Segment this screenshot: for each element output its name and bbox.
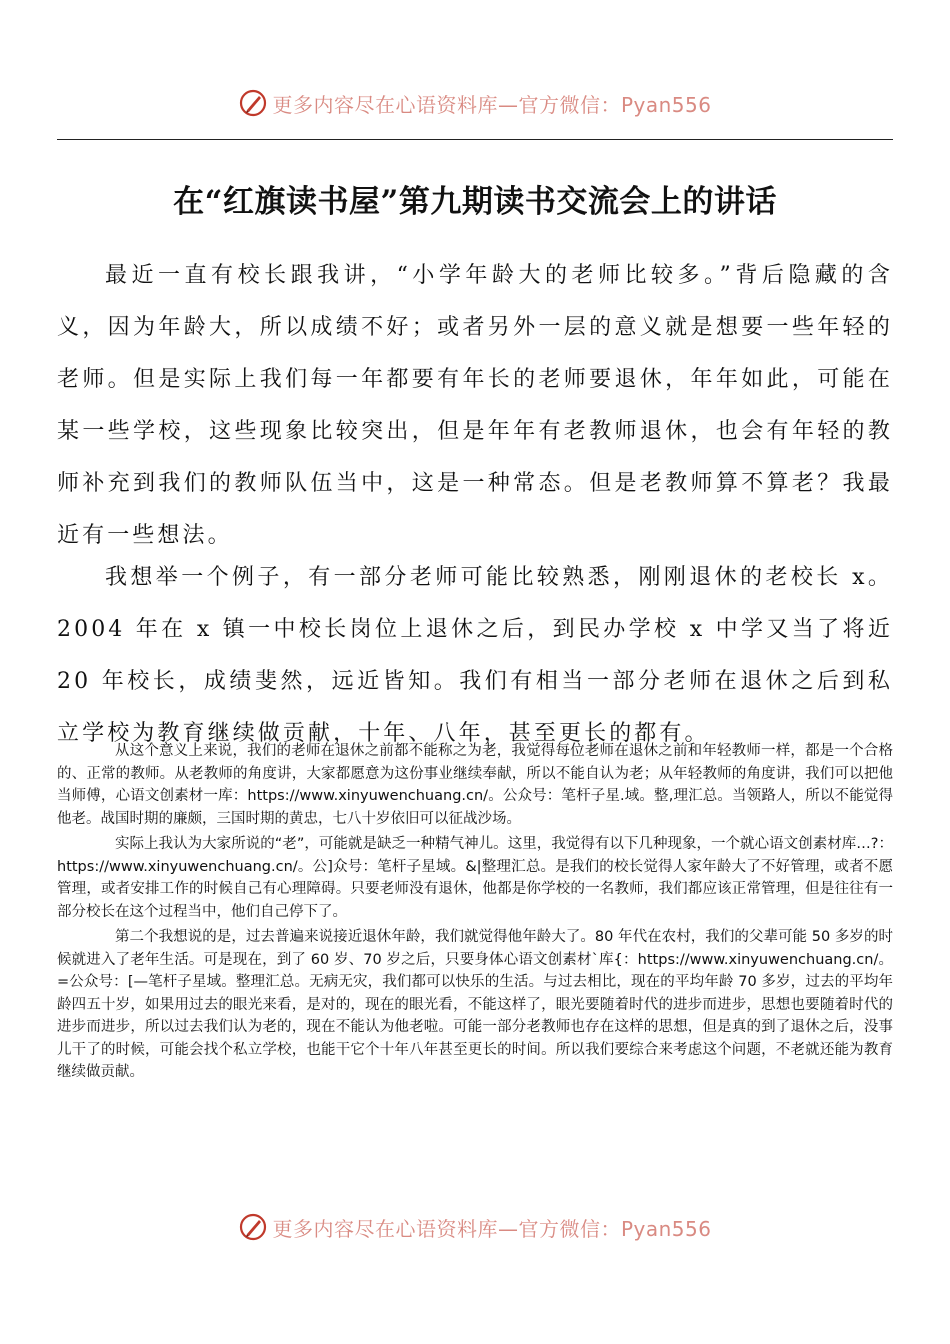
body-paragraph-3: 从这个意义上来说，我们的老师在退休之前都不能称之为老，我觉得每位老师在退休之前和年轻教师一样，都是一个合格的、正常的教师。从老教师的角度讲，大家都愿意为这份事业继续奉献，所以不能自认为老；从年轻教师的角度讲，我们可以把他当师傅，心语文创素材一库：https://www.xinyuwenchuang.cn/。公众号：笔杆子星.域。整,理汇总。当领路人，所以不能觉得他老。战国时期的廉颇，三国时期的黄忠，七八十岁依旧可以征战沙场。	[57, 743, 893, 827]
banner-text: 更多内容尽在心语资料库—官方微信：Pyan556	[272, 92, 712, 117]
header-banner	[0, 86, 950, 120]
small-text-section	[57, 740, 893, 1087]
body-paragraph-1: 最近一直有校长跟我讲，“小学年龄大的老师比较多。”背后隐藏的含义，因为年龄大，所以成绩不好；或者另外一层的意义就是想要一些年轻的老师。但是实际上我们每一年都要有年长的老师要退休，年年如此，可能在某一些学校，这些现象比较突出，但是年年有老教师退休，也会有年轻的教师补充到我们的教师队伍当中，这是一种常态。但是老教师算不算老？我最近有一些想法。	[57, 263, 893, 548]
body-paragraph-5: 第二个我想说的是，过去普遍来说接近退休年龄，我们就觉得他年龄大了。80 年代在农村，我们的父辈可能 50 多岁的时候就进入了老年生活。可是现在，到了 60 岁、70 岁之后，只要身体心语文创素材`库{：https://www.xinyuwenchuang.cn/。=公众号：[—笔杆子星域。整理汇总。无病无灾，我们都可以快乐的生活。与过去相比，现在的平均年龄 70 多岁，过去的平均年龄四五十岁，如果用过去的眼光来看，是对的，现在的眼光看，不能这样了，眼光要随着时代的进步而进步，思想也要随着时代的进步而进步，所以过去我们认为老的，现在不能认为他老啦。可能一部分老教师也存在这样的思想，但是真的到了退休之后，没事儿干了的时候，可能会找个私立学校，也能干它个十年八年甚至更长的时间。所以我们要综合来考虑这个问题，不老就还能为教育继续做贡献。	[57, 929, 893, 1080]
pen-logo-icon	[238, 88, 268, 118]
banner-text: 更多内容尽在心语资料库—官方微信：Pyan556	[272, 1216, 712, 1241]
header-divider	[57, 139, 893, 140]
page-title: 在“红旗读书屋”第九期读书交流会上的讲话	[173, 184, 777, 220]
body-paragraph-2: 我想举一个例子，有一部分老师可能比较熟悉，刚刚退休的老校长 x。2004 年在 x 镇一中校长岗位上退休之后，到民办学校 x 中学又当了将近 20 年校长，成绩斐然，远近皆知。我们有相当一部分老师在退休之后到私立学校为教育继续做贡献，十年、八年，甚至更长的都有。	[57, 565, 893, 746]
pen-logo-icon	[238, 1212, 268, 1242]
footer-banner	[0, 1210, 950, 1244]
body-paragraph-4: 实际上我认为大家所说的“老”，可能就是缺乏一种精气神儿。这里，我觉得有以下几种现象，一个就心语文创素材库…?：https://www.xinyuwenchuang.cn/。公]众号：笔杆子星域。&|整理汇总。是我们的校长觉得人家年龄大了不好管理，或者不愿管理，或者安排工作的时候自己有心理障碍。只要老师没有退休，他都是你学校的一名教师，我们都应该正常管理，但是往往有一部分校长在这个过程当中，他们自己停下了。	[57, 836, 893, 920]
